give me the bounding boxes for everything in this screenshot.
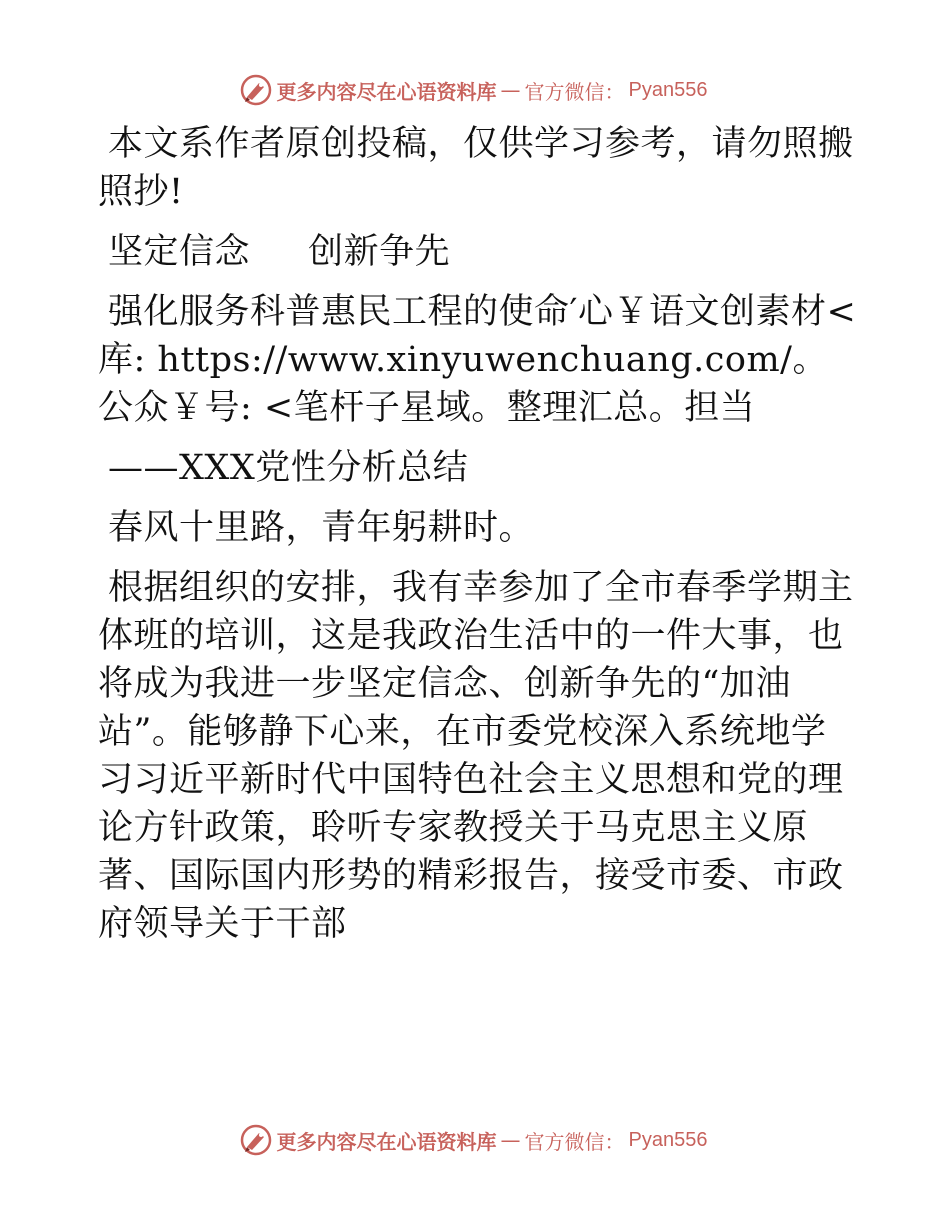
watermark-official-label: 官方微信： [524, 1129, 625, 1154]
watermark-main-text: 更多内容尽在心语资料库 [276, 79, 497, 104]
watermark-official-label: 官方微信： [524, 79, 625, 104]
document-body [98, 120, 858, 948]
watermark-wechat-id: Pyan556 [628, 1128, 708, 1151]
pen-logo-icon [239, 1123, 273, 1157]
footer-watermark [0, 1120, 950, 1160]
watermark-separator: — [500, 1128, 521, 1152]
pen-logo-icon [239, 73, 273, 107]
watermark-group [239, 73, 708, 107]
watermark-main-text: 更多内容尽在心语资料库 [276, 1129, 497, 1154]
document-body-paragraph: 根据组织的安排，我有幸参加了全市春季学期主体班的培训，这是我政治生活中的一件大事，也将成为我进一步坚定信念、创新争先的“加油站”。能够静下心来，在市委党校深入系统地学习习近平新时代中国特色社会主义思想和党的理论方针政策，聆听专家教授关于马克思主义原著、国际国内形势的精彩报告，接受市委、市政府领导关于干部 [98, 568, 854, 944]
watermark-separator: — [500, 78, 521, 102]
document-dash-line: ——XXX党性分析总结 [108, 448, 469, 488]
document-poem-line: 春风十里路，青年躬耕时。 [108, 508, 535, 548]
watermark-wechat-id: Pyan556 [628, 78, 708, 101]
document-title: 坚定信念 创新争先 [108, 232, 451, 272]
header-watermark [0, 70, 950, 110]
watermark-group [239, 1123, 708, 1157]
document-subtitle: 强化服务科普惠民工程的使命′心￥语文创素材<库: https://www.xinyuwenchuang.com/。公众￥号: <笔杆子星域。整理汇总。担当 [98, 292, 857, 428]
copyright-notice: 本文系作者原创投稿，仅供学习参考，请勿照搬照抄! [98, 124, 854, 212]
